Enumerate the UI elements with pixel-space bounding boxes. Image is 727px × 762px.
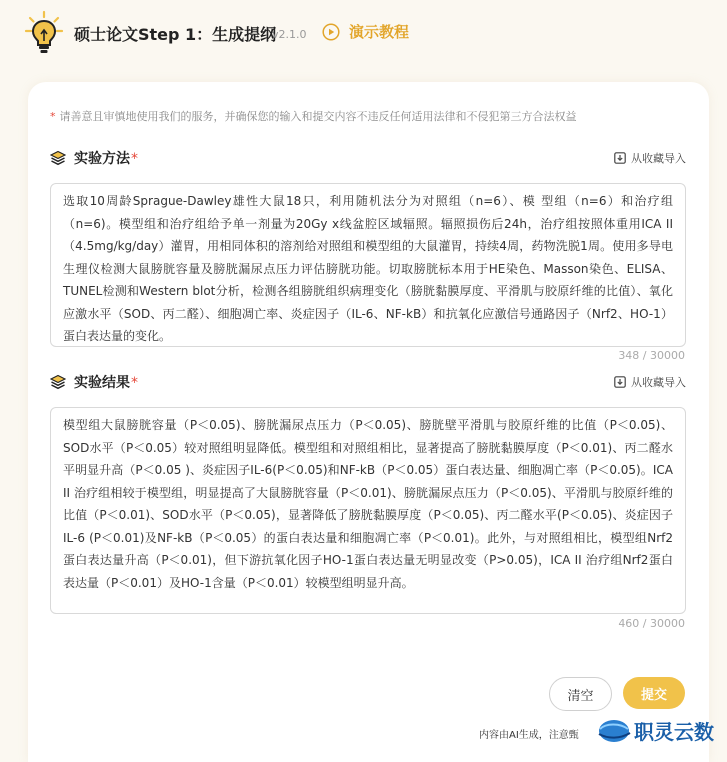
result-import-label: 从收藏导入 — [631, 376, 686, 389]
method-char-counter: 348 / 30000 — [618, 349, 685, 362]
demo-tutorial-link[interactable] — [322, 21, 409, 42]
result-import-button[interactable] — [614, 374, 686, 390]
method-import-button[interactable] — [614, 150, 686, 166]
clear-button[interactable]: 清空 — [549, 677, 612, 711]
form-card — [28, 82, 709, 762]
watermark-logo-icon — [596, 717, 632, 745]
usage-notice — [50, 108, 577, 124]
method-import-label: 从收藏导入 — [631, 152, 686, 165]
page-title: 硕士论文Step 1：生成提纲 — [74, 25, 277, 44]
lightbulb-logo-icon — [24, 10, 64, 56]
method-title: 实验方法* — [74, 151, 138, 167]
notice-star: * — [50, 110, 56, 123]
watermark — [596, 716, 714, 745]
watermark-text: 职灵云数 — [634, 720, 714, 744]
demo-tutorial-label: 演示教程 — [349, 23, 410, 41]
method-section-header — [50, 148, 686, 170]
submit-button[interactable]: 提交 — [623, 677, 685, 709]
import-icon — [614, 376, 626, 388]
import-icon — [614, 152, 626, 164]
result-section-header — [50, 372, 686, 394]
method-textarea[interactable]: 选取10周龄Sprague-Dawley雄性大鼠18只，利用随机法分为对照组（n=6）、模 型组（n=6）和治疗组（n=6)。模型组和治疗组给予单一剂量为20Gy x线盆腔区域辐照。辐照损伤后24h，治疗组按照体重用ICA II （4.5mg/kg/day）灌胃，用相同体积的溶剂给对照组和模型组的大鼠灌胃，持续4周，药物洗脱1周。使用多导电生理仪检测大鼠膀胱容量及膀胱漏尿点压力评估膀胱功能。切取膀胱标本用于HE染色、Masson染色、ELISA、TUNEL检测和Western blot分析，检测各组膀胱组织病理变化（膀胱黏膜厚度、平滑肌与胶原纤维的比值）、氧化应激水平（SOD、丙二醛）、细胞凋亡率、炎症因子（IL-6、NF-kB）和抗氧化应激信号通路因子（Nrf2、HO-1）蛋白表达量的变化。 — [50, 183, 686, 347]
result-textarea[interactable]: 模型组大鼠膀胱容量（P＜0.05)、膀胱漏尿点压力（P＜0.05)、膀胱壁平滑肌与胶原纤维的比值（P＜0.05)、SOD水平（P＜0.05）较对照组明显降低。模型组和对照组相比，显著提高了膀胱黏膜厚度（P＜0.01)、丙二醛水平明显升高（P＜0.05 )、炎症因子IL-6(P＜0.05)和NF-kB（P＜0.05）蛋白表达量、细胞凋亡率（P＜0.05)。ICA II 治疗组相较于模型组，明显提高了大鼠膀胱容量（P＜0.01)、膀胱漏尿点压力（P＜0.05)、平滑肌与胶原纤维的比值（P＜0.01)、SOD水平（P＜0.05)，显著降低了膀胱黏膜厚度（P＜0.05)、丙二醛水平(P＜0.05)、炎症因子IL-6 (P＜0.01)及NF-kB（P＜0.05）的蛋白表达量和细胞凋亡率（P＜0.01)。此外，与对照组相比，模型组Nrf2蛋白表达量升高（P＜0.01)，但下游抗氧化因子HO-1蛋白表达量无明显改变（P>0.05)，ICA II 治疗组Nrf2蛋白表达量（P＜0.01）及HO-1含量（P＜0.01）较模型组明显升高。 — [50, 407, 686, 614]
play-circle-icon — [322, 23, 340, 41]
ai-generated-note: 内容由AI生成，注意甄 — [479, 730, 579, 741]
layers-icon — [50, 150, 66, 166]
result-char-counter: 460 / 30000 — [618, 617, 685, 630]
layers-icon — [50, 374, 66, 390]
result-title: 实验结果* — [74, 375, 138, 391]
header — [0, 0, 727, 66]
version-label: v2.1.0 — [272, 28, 307, 41]
notice-text: 请善意且审慎地使用我们的服务，并确保您的输入和提交内容不违反任何适用法律和不侵犯第三方合法权益 — [59, 110, 577, 123]
